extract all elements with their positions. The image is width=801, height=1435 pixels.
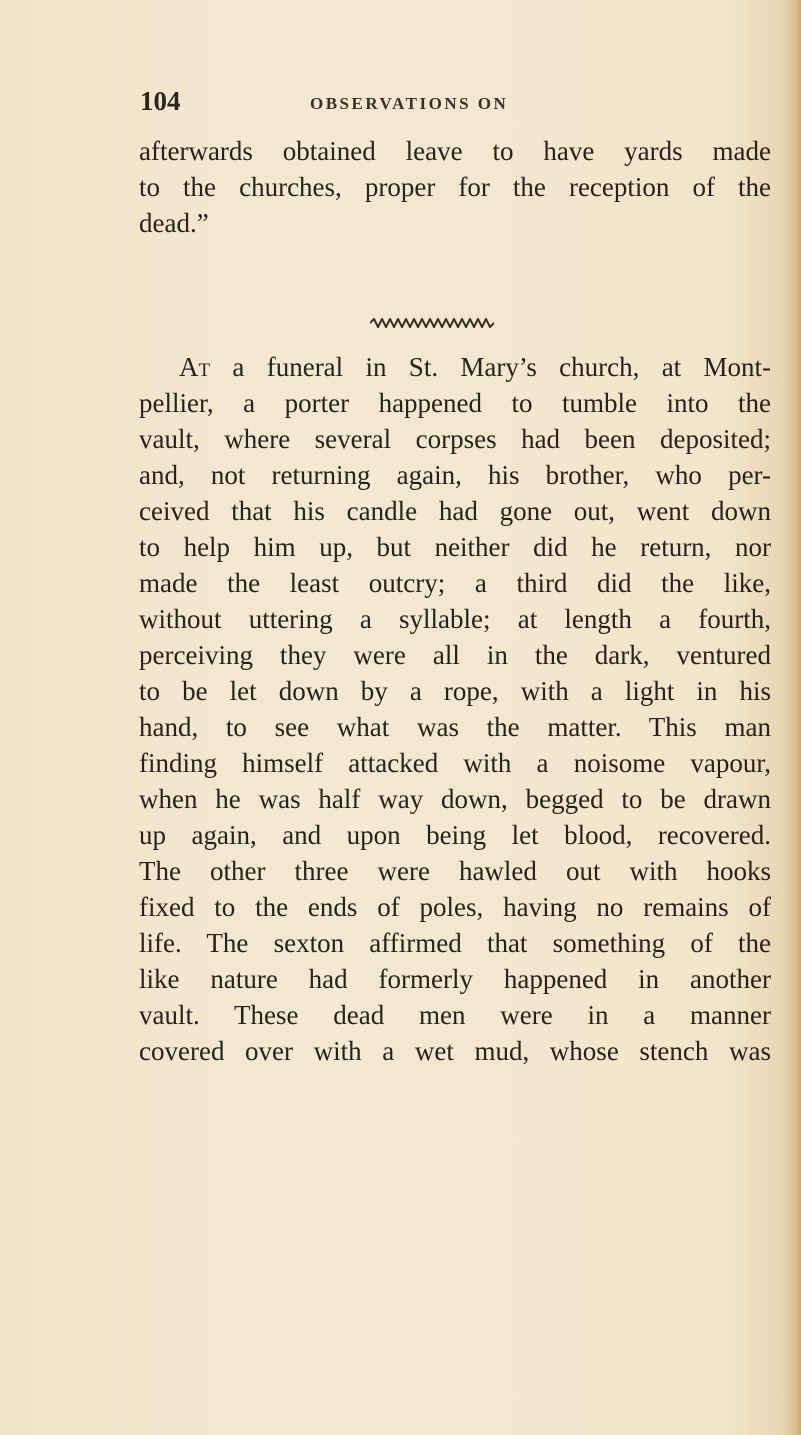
text-line — [139, 961, 771, 997]
text-line — [139, 889, 771, 925]
text-line — [139, 673, 771, 709]
line-text: afterwards obtained leave to have yards made — [139, 136, 771, 166]
text-line — [139, 421, 771, 457]
line-text: covered over with a wet mud, whose stench was — [139, 1036, 771, 1066]
line-text: to be let down by a rope, with a light in his — [139, 676, 771, 706]
lead-word: At — [179, 352, 211, 382]
running-head: OBSERVATIONS ON — [310, 94, 509, 113]
line-text: hand, to see what was the matter. This man — [139, 712, 771, 742]
text-line — [139, 169, 771, 205]
line-text: fixed to the ends of poles, having no remains of — [139, 892, 771, 922]
line-text: to help him up, but neither did he return, nor — [139, 532, 771, 562]
line-text: The other three were hawled out with hooks — [139, 856, 771, 886]
line-text: dead.” — [139, 208, 209, 238]
line-text: made the least outcry; a third did the like, — [139, 568, 771, 598]
ornamental-divider — [370, 318, 494, 328]
text-line — [139, 853, 771, 889]
text-line — [139, 925, 771, 961]
line-text: vault. These dead men were in a manner — [139, 1000, 771, 1030]
text-line — [139, 457, 771, 493]
line-text: life. The sexton affirmed that something of the — [139, 928, 771, 958]
line-text: perceiving they were all in the dark, ventured — [139, 640, 771, 670]
paragraph-1 — [139, 133, 771, 241]
text-line — [139, 745, 771, 781]
text-line — [139, 709, 771, 745]
line-text: when he was half way down, begged to be drawn — [139, 784, 771, 814]
line-text: pellier, a porter happened to tumble into the — [139, 388, 771, 418]
text-line — [139, 529, 771, 565]
line-text: and, not returning again, his brother, who per- — [139, 460, 771, 490]
text-line — [139, 385, 771, 421]
text-line — [139, 493, 771, 529]
line-text: vault, where several corpses had been deposited; — [139, 424, 771, 454]
text-line — [139, 781, 771, 817]
text-line — [139, 205, 771, 241]
page-number: 104 — [140, 86, 181, 116]
line-text: a funeral in St. Mary’s church, at Mont- — [232, 352, 771, 382]
text-line — [139, 601, 771, 637]
line-text: like nature had formerly happened in another — [139, 964, 771, 994]
line-text: to the churches, proper for the reception of the — [139, 172, 771, 202]
line-text: ceived that his candle had gone out, went down — [139, 496, 771, 526]
line-text: finding himself attacked with a noisome vapour, — [139, 748, 771, 778]
text-line — [139, 817, 771, 853]
text-line — [139, 349, 771, 385]
paragraph-2 — [139, 349, 771, 1069]
line-text: up again, and upon being let blood, recovered. — [139, 820, 771, 850]
line-text: without uttering a syllable; at length a fourth, — [139, 604, 771, 634]
text-line — [139, 997, 771, 1033]
page-header — [140, 86, 780, 126]
text-line — [139, 1033, 771, 1069]
text-line — [139, 133, 771, 169]
text-line — [139, 565, 771, 601]
text-line — [139, 637, 771, 673]
page-edge-shadow — [783, 0, 801, 1435]
